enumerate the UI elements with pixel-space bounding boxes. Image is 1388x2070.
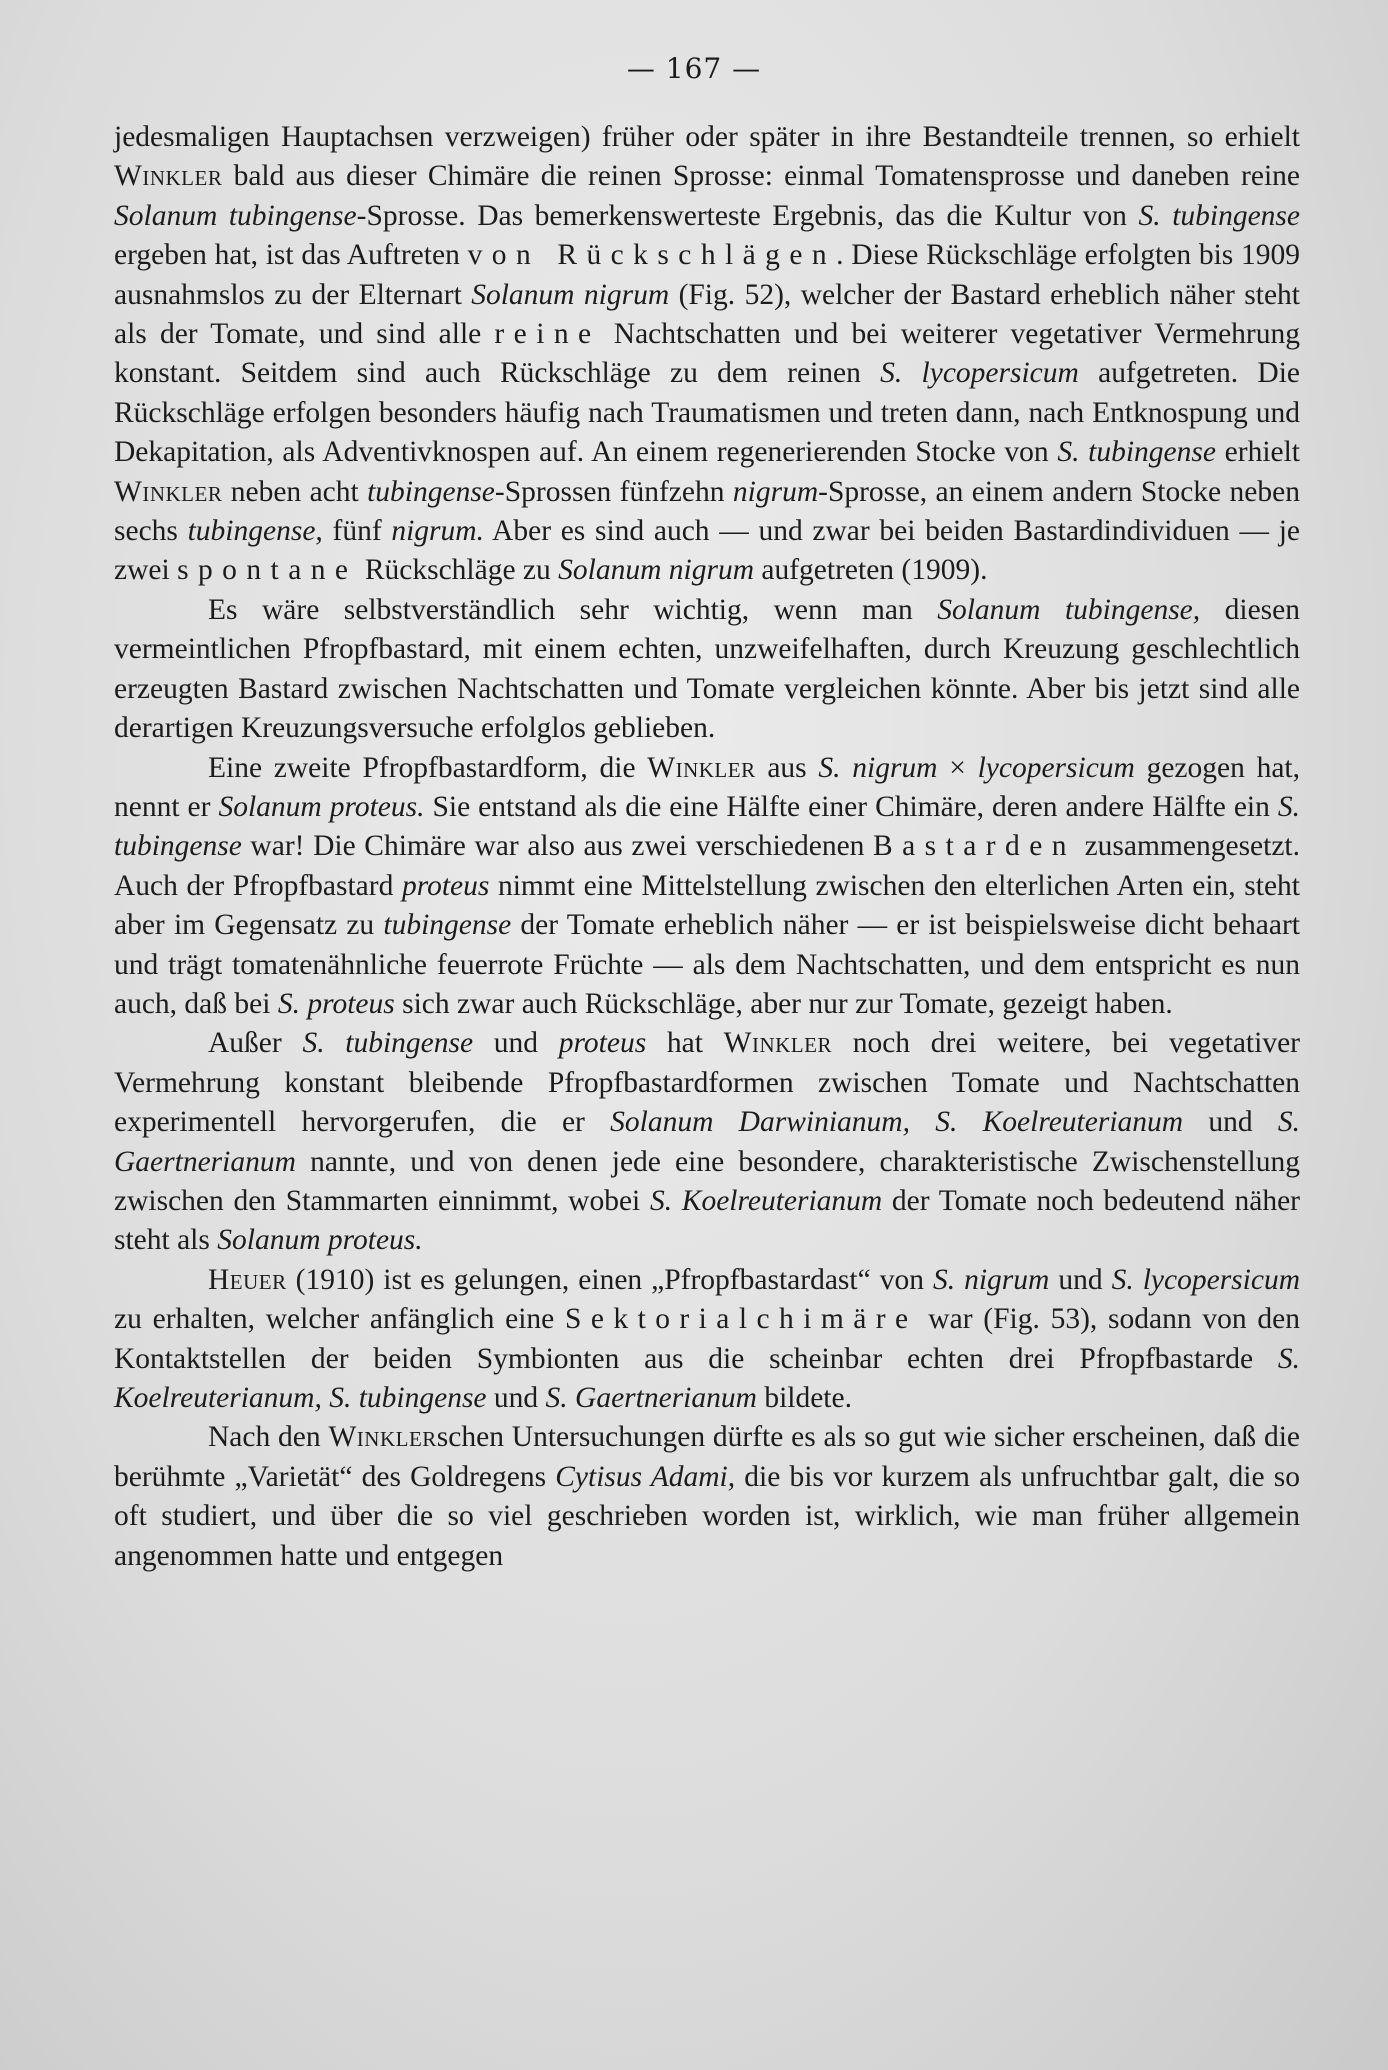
text-run: Nachtschatten und bei weiterer vegetativer Vermehrung konstant. Seitdem sind auch Rückschläge zu dem reinen (114, 318, 1301, 390)
text-run: ergeben hat, ist das Auftreten (114, 239, 468, 272)
spaced-emphasis: reine (494, 318, 601, 351)
author-name: Heuer (208, 1263, 287, 1296)
spaced-emphasis: von Rückschlägen (467, 239, 837, 272)
italic-term: S. lycopersicum (880, 357, 1079, 390)
text-run: diesen vermeintlichen Pfropfbastard, mit einem echten, unzweifelhaften, durch Kreuzung geschlechtlich erzeugten Bastard zwischen Nachtschatten und Tomate vergleichen könnte. Aber bis jetzt sind alle derartigen Kreuzungsversuche erfolglos geblieben. (114, 593, 1300, 745)
text-run: aus (755, 751, 819, 784)
text-run: bald aus dieser Chimäre die reinen Sprosse: einmal Tomatensprosse und daneben reine (222, 160, 1300, 193)
text-run: war (Fig. 53), sodann von den Kontaktstellen der beiden Symbionten aus die scheinbar echten drei Pfropfbastarde (114, 1303, 1300, 1375)
text-run: aufgetreten (1909). (754, 554, 988, 587)
spaced-emphasis: spontane (177, 554, 358, 587)
text-run: schen Untersuchungen dürfte es als so gut wie sicher erscheinen, daß die berühmte „Varietät“ des Goldregens (114, 1421, 1300, 1493)
italic-term: proteus (558, 1027, 647, 1060)
italic-term: S. tubingense (1138, 199, 1301, 232)
italic-term: S. Gaertnerianum (114, 1106, 1300, 1178)
paragraph-4 (114, 1024, 1300, 1260)
italic-term: Cytisus Adami, (555, 1460, 736, 1493)
paragraph-6 (114, 1418, 1300, 1576)
italic-term: Solanum proteus. (217, 1224, 423, 1257)
author-name: Winkler (114, 160, 223, 193)
text-run: jedesmaligen Hauptachsen verzweigen) früher oder später in ihre Bestandteile trennen, so erhielt (114, 121, 1300, 153)
text-run: Außer (208, 1027, 303, 1060)
author-name: Winkler (328, 1421, 437, 1454)
italic-term: Solanum Darwinianum, S. Koelreuterianum (610, 1106, 1184, 1139)
italic-term: Solanum nigrum (471, 278, 670, 311)
text-run: war! Die Chimäre war also aus zwei verschiedenen (241, 830, 874, 863)
italic-term: lycopersicum (977, 751, 1135, 784)
italic-term: S. tubingense (114, 790, 1300, 863)
italic-term: S. nigrum (932, 1263, 1050, 1296)
text-run: der Tomate noch bedeutend näher steht als (114, 1184, 1300, 1257)
author-name: Winkler (647, 751, 756, 784)
author-name: Winkler (723, 1027, 832, 1060)
paragraph-1 (114, 118, 1300, 591)
italic-term: Solanum tubingense (114, 199, 357, 232)
text-run: × (937, 751, 978, 784)
text-run: aufgetreten. Die Rückschläge erfolgen besonders häufig nach Traumatismen und treten dann, nach Entknospung und Dekapitation, als Adventivknospen auf. An einem regenerierenden Stocke von (114, 357, 1301, 469)
page-number: — 167 — (626, 52, 762, 85)
text-run: gezogen hat, nennt er (114, 751, 1301, 823)
italic-term: S. Gaertnerianum (545, 1382, 757, 1414)
text-run: noch drei weitere, bei vegetativer Vermehrung konstant bleibende Pfropfbastardformen zwischen Tomate und Nachtschatten experimentell hervorgerufen, die er (114, 1027, 1300, 1139)
text-run: nannte, und von denen jede eine besondere, charakteristische Zwischenstellung zwischen den Stammarten einnimmt, wobei (114, 1145, 1300, 1217)
text-run: Es wäre selbstverständlich sehr wichtig, wenn man (208, 593, 938, 626)
italic-term: tubingense (383, 909, 512, 942)
italic-term: S. Koelreuterianum, S. tubingense (114, 1342, 1300, 1414)
italic-term: nigrum. (391, 515, 484, 548)
text-run: und (1183, 1106, 1278, 1139)
spaced-emphasis: Sektorialchimäre (565, 1303, 918, 1336)
body-text (114, 118, 1300, 1576)
text-run: fünf (322, 515, 392, 548)
text-run: -Sprosse. Das bemerkenswerteste Ergebnis, das die Kultur von (356, 199, 1139, 232)
text-run: . Diese Rückschläge erfolgten bis 1909 ausnahmslos zu der Elternart (114, 239, 1300, 311)
paragraph-3 (114, 749, 1300, 1025)
text-run: und (1049, 1263, 1112, 1296)
text-run: erhielt (1215, 436, 1300, 469)
text-run: nimmt eine Mittelstellung zwischen den elterlichen Arten ein, steht aber im Gegensatz zu (114, 869, 1300, 942)
text-run: neben acht (222, 475, 368, 508)
text-run: bildete. (756, 1382, 852, 1414)
italic-term: S. nigrum (818, 751, 938, 784)
text-run: Eine zweite Pfropfbastardform, die (208, 751, 648, 784)
italic-term: tubingense (367, 475, 495, 508)
spaced-emphasis: Bastarden (873, 830, 1076, 863)
italic-term: S. lycopersicum (1111, 1263, 1301, 1296)
italic-term: Solanum nigrum (558, 554, 755, 587)
text-run: (1910) ist es gelungen, einen „Pfropfbastardast“ von (286, 1263, 933, 1296)
paragraph-2 (114, 591, 1300, 749)
text-run: (Fig. 52), welcher der Bastard erheblich näher steht als der Tomate, und sind alle (114, 278, 1300, 351)
text-run: Rückschläge zu (357, 554, 559, 587)
text-run: die bis vor kurzem als unfruchtbar galt, die so oft studiert, und über die so viel geschrieben worden ist, wirklich, wie man früher allgemein angenommen hatte und entgegen (114, 1460, 1300, 1572)
italic-term: nigrum (732, 475, 819, 508)
text-run: und (486, 1382, 546, 1414)
text-run: und (473, 1027, 559, 1060)
text-run: Nach den (208, 1421, 329, 1454)
text-run: hat (646, 1027, 724, 1060)
text-run: zusammengesetzt. Auch der Pfropfbastard (114, 830, 1300, 902)
italic-term: S. proteus (277, 987, 395, 1020)
text-run: Sie entstand als die eine Hälfte einer Chimäre, deren andere Hälfte ein (424, 790, 1278, 823)
text-run: Aber es sind auch — und zwar bei beiden Bastardindividuen — je zwei (114, 515, 1300, 587)
italic-term: S. tubingense (302, 1027, 474, 1060)
paragraph-5 (114, 1261, 1300, 1419)
text-run: zu erhalten, welcher anfänglich eine (114, 1303, 565, 1336)
italic-term: proteus (401, 869, 490, 902)
italic-term: Solanum proteus. (218, 790, 425, 823)
text-run: sich zwar auch Rückschläge, aber nur zur Tomate, gezeigt haben. (394, 987, 1173, 1020)
author-name: Winkler (114, 475, 223, 508)
text-run: -Sprossen fünfzehn (494, 475, 733, 508)
text-run: -Sprosse, an einem andern Stocke neben sechs (114, 475, 1300, 548)
italic-term: tubingense, (187, 515, 323, 548)
italic-term: S. tubingense (1057, 436, 1216, 469)
text-run: der Tomate erheblich näher — er ist beispielsweise dicht behaart und trägt tomatenähnliche feuerrote Früchte — als dem Nachtschatten, und dem entspricht es nun auch, daß bei (114, 909, 1300, 1020)
italic-term: Solanum tubingense, (937, 593, 1201, 626)
italic-term: S. Koelreuterianum (649, 1184, 883, 1217)
